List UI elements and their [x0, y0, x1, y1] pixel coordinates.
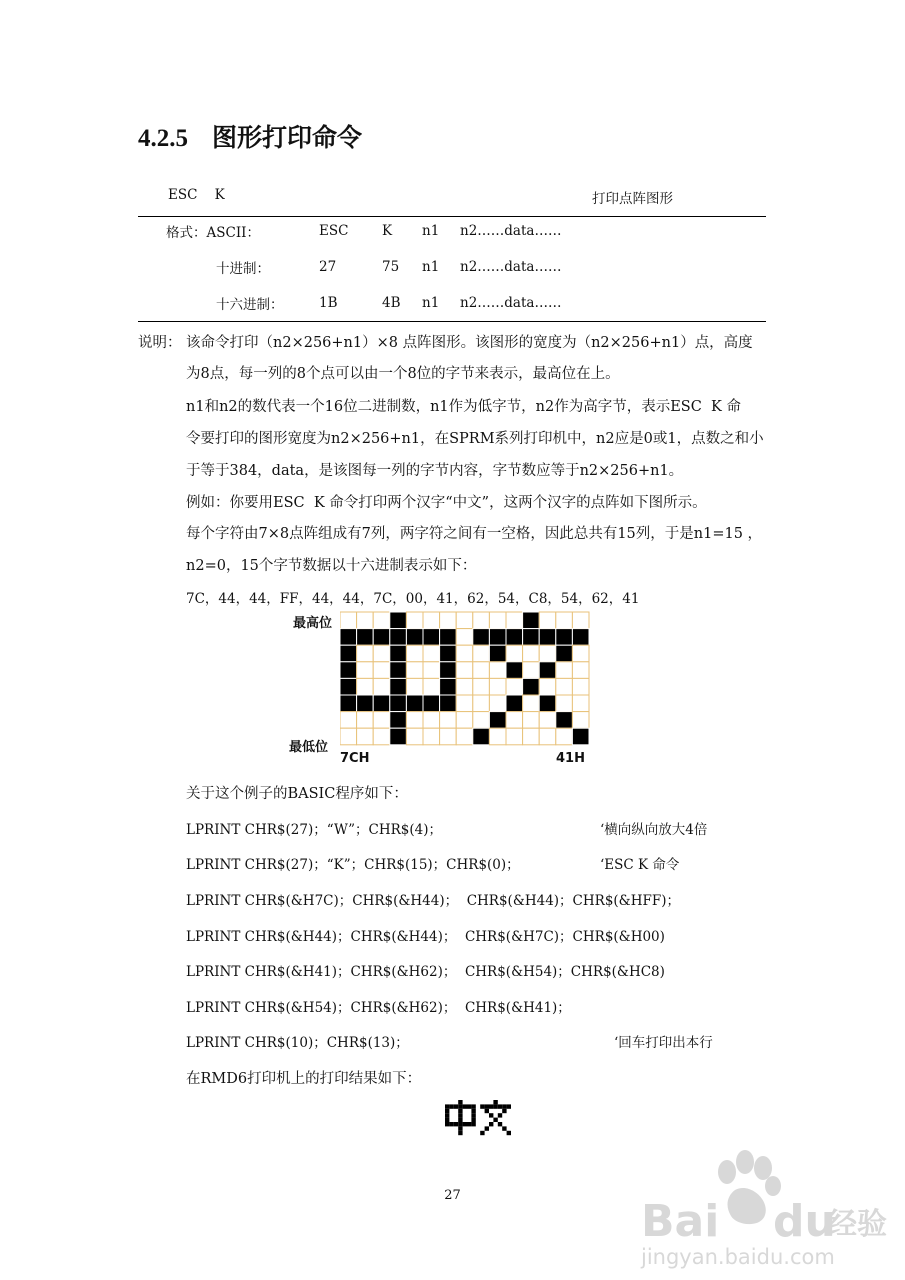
dot-off [473, 695, 490, 712]
dot-off [406, 612, 423, 629]
dot-on [390, 629, 407, 646]
dot-off [523, 728, 540, 745]
dot-off [373, 728, 390, 745]
dot-on [572, 629, 589, 646]
dot-off [456, 612, 473, 629]
printed-dot [458, 1126, 462, 1130]
dot-on [340, 678, 357, 695]
dot-on [556, 645, 573, 662]
dot-off [373, 662, 390, 679]
dot-on [473, 629, 490, 646]
dot-off [456, 629, 473, 646]
format-row-decimal [166, 249, 561, 285]
printed-dot [449, 1104, 453, 1108]
printed-dot [471, 1104, 475, 1108]
printed-dot [498, 1113, 502, 1117]
format-cell: 27 [319, 259, 337, 275]
dot-off [473, 645, 490, 662]
dot-on [440, 645, 457, 662]
dot-off [523, 662, 540, 679]
format-row-hex [166, 285, 561, 321]
byte-list: 7C，44，44，FF，44，44，7C，00，41，62，54，C8，54，62，41 [186, 591, 640, 607]
dot-off [423, 678, 440, 695]
dot-off [423, 728, 440, 745]
dot-off [523, 695, 540, 712]
dot-on [440, 695, 457, 712]
printed-dot [458, 1113, 462, 1117]
printed-dot [458, 1104, 462, 1108]
printed-dot [485, 1104, 489, 1108]
dot-off [539, 728, 556, 745]
printed-dot [463, 1122, 467, 1126]
dot-off [572, 712, 589, 729]
dot-off [456, 678, 473, 695]
dot-on [506, 662, 523, 679]
printed-dot [458, 1122, 462, 1126]
dot-on [506, 695, 523, 712]
printed-dot [458, 1100, 462, 1104]
printed-dot [502, 1104, 506, 1108]
printed-dot [489, 1122, 493, 1126]
printed-dot [445, 1109, 449, 1113]
printed-dot [471, 1118, 475, 1122]
dot-off [506, 728, 523, 745]
dot-on [340, 629, 357, 646]
printed-dot [507, 1104, 511, 1108]
format-cell: n2……data…… [460, 295, 562, 311]
format-cell: 4B [382, 295, 401, 311]
code-comment: ‘ESC K 命令 [600, 857, 680, 873]
dot-off [506, 712, 523, 729]
dot-off [373, 712, 390, 729]
svg-text:du: du [773, 1196, 836, 1247]
dot-on [390, 645, 407, 662]
dot-matrix-figure [290, 609, 610, 769]
dot-off [456, 712, 473, 729]
dot-off [373, 645, 390, 662]
command-code: ESC K [168, 187, 225, 203]
dot-on [556, 629, 573, 646]
description-line: 为8点，每一列的8个点可以由一个8位的字节来表示，最高位在上。 [186, 366, 620, 382]
svg-text:jingyan.baidu.com: jingyan.baidu.com [641, 1245, 835, 1269]
printed-dot [493, 1118, 497, 1122]
format-label: 格式：ASCII： [166, 225, 260, 241]
dot-on [406, 629, 423, 646]
printed-dot [463, 1104, 467, 1108]
code-line: LPRINT CHR$(27)；“W”；CHR$(4)； [186, 822, 443, 838]
format-cell: n1 [422, 223, 440, 239]
printed-dot [493, 1100, 497, 1104]
printed-dot [485, 1109, 489, 1113]
dot-off [406, 645, 423, 662]
dot-on [489, 712, 506, 729]
dot-off [539, 678, 556, 695]
basic-intro: 关于这个例子的BASIC程序如下： [186, 786, 408, 802]
dot-off [489, 612, 506, 629]
printed-dot [458, 1118, 462, 1122]
printed-dot [445, 1113, 449, 1117]
dot-off [357, 612, 374, 629]
printed-dot [480, 1104, 484, 1108]
format-label: 十进制： [216, 261, 270, 277]
printed-dot [458, 1131, 462, 1135]
dot-on [390, 678, 407, 695]
dot-on [373, 629, 390, 646]
printed-dot [502, 1126, 506, 1130]
printed-dot [445, 1118, 449, 1122]
description-line: 每个字符由7×8点阵组成有7列，两字符之间有一空格，因此总共有15列，于是n1=15 ， [186, 526, 763, 542]
code-comment: ‘横向纵向放大4倍 [600, 822, 708, 838]
format-table [166, 213, 561, 321]
dot-off [373, 678, 390, 695]
dot-off [340, 728, 357, 745]
dot-on [340, 662, 357, 679]
description-line: 该命令打印（n2×256+n1）×8 点阵图形。该图形的宽度为（n2×256+n1）点，高度 [186, 335, 753, 351]
format-cell: n1 [422, 295, 440, 311]
format-cell: n2……data…… [460, 223, 562, 239]
dot-off [473, 662, 490, 679]
format-cell: 75 [382, 259, 400, 275]
dot-off [440, 728, 457, 745]
format-cell: K [382, 223, 393, 239]
dot-off [556, 678, 573, 695]
dot-off [456, 728, 473, 745]
dot-off [489, 678, 506, 695]
dot-on [390, 662, 407, 679]
dot-off [556, 612, 573, 629]
dot-off [556, 695, 573, 712]
dot-on [489, 645, 506, 662]
page-number: 27 [444, 1188, 461, 1203]
dot-on [390, 712, 407, 729]
dot-on [423, 695, 440, 712]
printed-dot [467, 1122, 471, 1126]
dot-off [489, 662, 506, 679]
printed-dot [449, 1122, 453, 1126]
baidu-watermark-logo [635, 1140, 895, 1270]
dot-off [523, 712, 540, 729]
dot-off [456, 695, 473, 712]
printed-dot [458, 1109, 462, 1113]
description-line: n1和n2的数代表一个16位二进制数，n1作为低字节，n2作为高字节，表示ESC K 命 [186, 399, 741, 415]
dot-off [406, 678, 423, 695]
dot-off [456, 662, 473, 679]
printed-dot [471, 1122, 475, 1126]
printed-dot [489, 1104, 493, 1108]
dot-on [406, 695, 423, 712]
section-title: 图形打印命令 [212, 125, 363, 152]
dot-off [572, 678, 589, 695]
dot-on [556, 712, 573, 729]
dot-off [506, 612, 523, 629]
printed-dot [507, 1131, 511, 1135]
dot-off [489, 695, 506, 712]
dot-off [423, 645, 440, 662]
dot-off [539, 645, 556, 662]
section-number: 4.2.5 [138, 125, 188, 152]
dot-off [539, 712, 556, 729]
dot-on [523, 612, 540, 629]
printed-dot [493, 1104, 497, 1108]
dot-off [572, 695, 589, 712]
dot-off [539, 612, 556, 629]
dot-off [506, 645, 523, 662]
dot-on [373, 695, 390, 712]
dot-off [572, 662, 589, 679]
dot-off [572, 645, 589, 662]
dot-on [523, 629, 540, 646]
dot-off [373, 612, 390, 629]
dot-on [506, 629, 523, 646]
section-heading [138, 118, 362, 154]
dot-off [473, 678, 490, 695]
dot-off [357, 728, 374, 745]
printed-dot [445, 1122, 449, 1126]
dot-on [539, 695, 556, 712]
dot-off [489, 728, 506, 745]
printed-dot [489, 1113, 493, 1117]
dot-off [357, 645, 374, 662]
first-column-label: 7CH [340, 751, 370, 766]
dot-on [440, 678, 457, 695]
dot-off [340, 712, 357, 729]
dot-matrix-grid [340, 611, 590, 753]
last-column-label: 41H [556, 751, 585, 766]
dot-off [406, 712, 423, 729]
command-summary: 打印点阵图形 [592, 191, 673, 207]
dot-off [357, 662, 374, 679]
dot-on [390, 695, 407, 712]
dot-on [572, 728, 589, 745]
dot-on [489, 629, 506, 646]
code-line: LPRINT CHR$(&H41)；CHR$(&H62)； CHR$(&H54)；CHR$(&HC8) [186, 964, 665, 980]
dot-on [357, 629, 374, 646]
dot-off [456, 645, 473, 662]
printed-dot [498, 1122, 502, 1126]
dot-off [473, 612, 490, 629]
dot-on [440, 629, 457, 646]
printed-dot [454, 1122, 458, 1126]
code-line: LPRINT CHR$(&H44)；CHR$(&H44)； CHR$(&H7C)；CHR$(&H00) [186, 929, 665, 945]
dot-on [473, 728, 490, 745]
dot-on [357, 695, 374, 712]
svg-text:经验: 经验 [827, 1207, 887, 1242]
code-line: LPRINT CHR$(&H7C)；CHR$(&H44)； CHR$(&H44)；CHR$(&HFF)； [186, 893, 680, 909]
printed-dot [498, 1104, 502, 1108]
dot-off [440, 612, 457, 629]
dot-off [357, 678, 374, 695]
dot-on [539, 629, 556, 646]
dot-on [523, 678, 540, 695]
printed-result-image [445, 1100, 515, 1136]
description-line: 令要打印的图形宽度为n2×256+n1，在SPRM系列打印机中，n2应是0或1，点数之和小 [186, 431, 764, 447]
dot-off [506, 678, 523, 695]
format-cell: 1B [319, 295, 338, 311]
lsb-label: 最低位 [289, 740, 329, 755]
dot-on [390, 728, 407, 745]
description-line: n2=0，15个字节数据以十六进制表示如下： [186, 558, 477, 574]
dot-off [572, 612, 589, 629]
description-line: 例如：你要用ESC K 命令打印两个汉字“中文”，这两个汉字的点阵如下图所示。 [186, 495, 707, 511]
dot-off [440, 712, 457, 729]
description-lead: 说明： [138, 335, 182, 351]
dot-on [423, 629, 440, 646]
msb-label: 最高位 [293, 616, 333, 631]
dot-off [423, 612, 440, 629]
code-line: LPRINT CHR$(27)；“K”；CHR$(15)；CHR$(0)； [186, 857, 520, 873]
dot-off [340, 612, 357, 629]
code-line: LPRINT CHR$(&H54)；CHR$(&H62)； CHR$(&H41)； [186, 1000, 571, 1016]
printed-dot [454, 1104, 458, 1108]
dot-off [556, 662, 573, 679]
description-line: 于等于384，data，是该图每一列的字节内容，字节数应等于n2×256+n1。 [186, 463, 684, 479]
printed-dot [485, 1126, 489, 1130]
dot-off [423, 712, 440, 729]
code-line: LPRINT CHR$(10)；CHR$(13)； [186, 1035, 409, 1051]
bottom-rule [138, 321, 766, 322]
format-cell: ESC [319, 223, 349, 239]
dot-on [340, 645, 357, 662]
dot-off [406, 662, 423, 679]
printed-dot [445, 1104, 449, 1108]
format-cell: n2……data…… [460, 259, 562, 275]
dot-off [556, 728, 573, 745]
svg-text:Bai: Bai [641, 1196, 720, 1247]
result-intro: 在RMD6打印机上的打印结果如下： [186, 1071, 422, 1087]
printed-dot [467, 1104, 471, 1108]
printed-dot [471, 1113, 475, 1117]
dot-on [390, 612, 407, 629]
dot-off [406, 728, 423, 745]
printed-dot [502, 1109, 506, 1113]
dot-off [473, 712, 490, 729]
code-comment: ‘回车打印出本行 [614, 1035, 713, 1051]
format-label: 十六进制： [216, 297, 284, 313]
dot-off [423, 662, 440, 679]
dot-off [357, 712, 374, 729]
dot-on [340, 695, 357, 712]
dot-on [539, 662, 556, 679]
dot-on [440, 662, 457, 679]
printed-dot [471, 1109, 475, 1113]
dot-off [523, 645, 540, 662]
printed-dot [480, 1131, 484, 1135]
format-row-ascii [166, 213, 561, 249]
format-cell: n1 [422, 259, 440, 275]
